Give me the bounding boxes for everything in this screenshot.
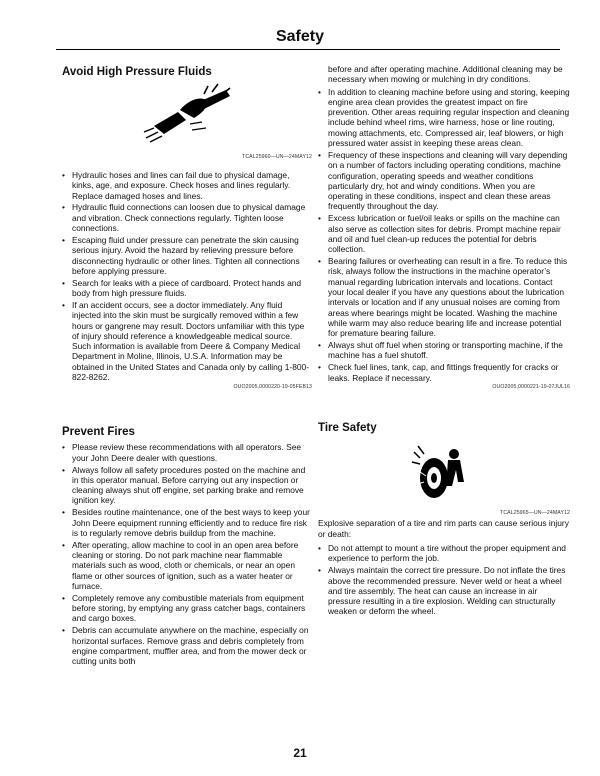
list-item: • Check fuel lines, tank, cap, and fittings frequently for cracks or leaks. Replace if necessary. bbox=[318, 362, 570, 383]
tire-safety-figure bbox=[318, 442, 570, 502]
tire-heading: Tire Safety bbox=[318, 422, 377, 435]
list-item: • Always follow all safety procedures posted on the machine and in this operator manual. Before carrying out any inspection or cleaning always shut off engine, set parking brake and remove ignition key. bbox=[62, 465, 312, 506]
page-title: Safety bbox=[275, 28, 325, 45]
high-pressure-fluid-icon bbox=[134, 82, 244, 144]
tire-intro: Explosive separation of a tire and rim parts can cause serious injury or death: bbox=[318, 518, 569, 539]
list-item: • Excess lubrication or fuel/oil leaks or spills on the machine can also serve as collection sites for debris. Prompt machine repair and oil and fuel clean-up reduces the potential for debris collection. bbox=[318, 213, 570, 254]
fires-heading: Prevent Fires bbox=[62, 426, 135, 439]
fires-continuation: before and after operating machine. Additional cleaning may be necessary when mowing or mulching in dry conditions. bbox=[328, 64, 563, 85]
right-column bbox=[318, 56, 570, 618]
fires-section-ref: OUO2005,0000221-19-07JUL16 bbox=[492, 384, 570, 391]
list-item: • Besides routine maintenance, one of the best ways to keep your John Deere equipment running efficiently and to reduce fire risk is to regularly remove debris buildup from the machine. bbox=[62, 507, 312, 538]
list-item: • Debris can accumulate anywhere on the machine, especially on horizontal surfaces. Remove grass and debris completely from engine compartment, muffler area, and from the mower deck or cutting units both bbox=[62, 625, 312, 666]
fires-list-left bbox=[62, 442, 312, 666]
hydraulic-list bbox=[62, 170, 312, 382]
hydraulic-section-ref: OUO2005,0000220-19-05FEB13 bbox=[233, 384, 312, 391]
list-item: • If an accident occurs, see a doctor immediately. Any fluid injected into the skin must be surgically removed within a few hours or gangrene may result. Doctors unfamiliar with this type of injury should reference a knowledgeable medical source. Such information is available from Deere & Company Medical Department in Moline, Illinois, U.S.A. Information may be obtained in the United States and Canada only by calling 1-800-822-8262. bbox=[62, 300, 312, 382]
list-item: • Hydraulic hoses and lines can fail due to physical damage, kinks, age, and exposure. Check hoses and lines regularly. Replace damaged hoses and lines. bbox=[62, 170, 312, 201]
tire-list bbox=[318, 543, 570, 617]
list-item: • Always maintain the correct tire pressure. Do not inflate the tires above the recommended pressure. Never weld or heat a wheel and tire assembly. The heat can cause an increase in air pressure resulting in a tire explosion. Welding can structurally weaken or deform the wheel. bbox=[318, 565, 570, 616]
list-item: • Escaping fluid under pressure can penetrate the skin causing serious injury. Avoid the hazard by relieving pressure before disconnecting hydraulic or other lines. Tighten all connections before applying pressure. bbox=[62, 235, 312, 276]
left-column bbox=[62, 56, 312, 668]
tire-figure-ref: TCAL25965—UN—24MAY12 bbox=[500, 510, 570, 517]
list-item: • After operating, allow machine to cool in an open area before cleaning or storing. Do not park machine near flammable materials such as wood, cloth or chemicals, or near an open flame or other sources of ignition, such as a water heater or furnace. bbox=[62, 540, 312, 591]
list-item: • In addition to cleaning machine before using and storing, keeping engine area clean provides the greatest impact on fire prevention. Other areas requiring regular inspection and cleaning include behind wheel rims, wire harness, hose or line routing, mowing attachments, etc. Compressed air, leaf blowers, or high pressured water assist in keeping these areas clean. bbox=[318, 87, 570, 149]
list-item: • Please review these recommendations with all operators. See your John Deere dealer with questions. bbox=[62, 442, 312, 463]
list-item: • Frequency of these inspections and cleaning will vary depending on a number of factors including operating conditions, machine configuration, operating speeds and weather conditions particularly dry, hot and windy conditions. When you are operating in these conditions, inspect and clean these areas frequently throughout the day. bbox=[318, 150, 570, 212]
list-item: • Search for leaks with a piece of cardboard. Protect hands and body from high pressure fluids. bbox=[62, 278, 312, 299]
list-item: • Bearing failures or overheating can result in a fire. To reduce this risk, always follow the instructions in the machine operator’s manual regarding lubrication intervals and locations. Contact your local dealer if you have any questions about the lubrication intervals or location and if any unusual noises are coming from areas where bearings might be located. Washing the machine while warm may also reduce bearing life and increase potential for premature bearing failure. bbox=[318, 256, 570, 338]
high-pressure-fluid-figure bbox=[62, 82, 312, 144]
list-item: • Completely remove any combustible materials from equipment before storing, by emptying any grass catcher bags, containers and cargo boxes. bbox=[62, 593, 312, 624]
hydraulic-heading: Avoid High Pressure Fluids bbox=[62, 66, 212, 78]
hydraulic-figure-ref: TCAL25960—UN—24MAY12 bbox=[242, 154, 312, 160]
fires-list-right bbox=[318, 87, 570, 383]
tire-explosion-icon bbox=[408, 442, 478, 502]
list-item: • Do not attempt to mount a tire without the proper equipment and experience to perform the job. bbox=[318, 543, 570, 564]
header-rule bbox=[56, 49, 560, 50]
list-item: • Always shut off fuel when storing or transporting machine, if the machine has a fuel shutoff. bbox=[318, 340, 570, 361]
list-item: • Hydraulic fluid connections can loosen due to physical damage and vibration. Check connections regularly. Tighten loose connections. bbox=[62, 202, 312, 233]
page-number: 21 bbox=[293, 746, 307, 760]
